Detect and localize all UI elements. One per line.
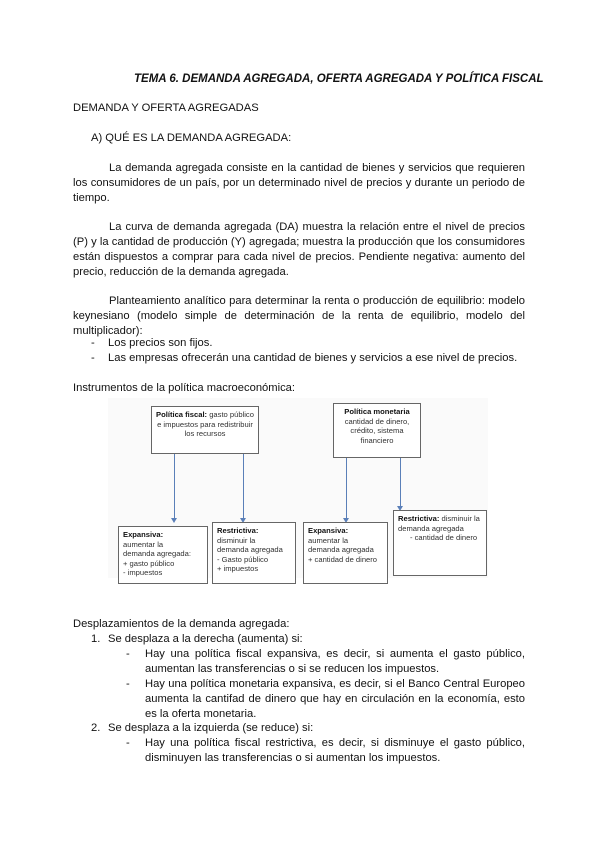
- bullet-dash: -: [91, 352, 95, 364]
- monetary-expansive-title: Expansiva:: [308, 526, 349, 535]
- list-number: 2.: [91, 722, 101, 734]
- policy-diagram: [108, 398, 488, 578]
- paragraph-curve: La curva de demanda agregada (DA) muestra la relación entre el nivel de precios (P) y la cantidad de producción (Y) agregada; muestra la producción que los consumidores están dispuestos a comprar para cada nivel de precios. Pendiente negativa: aumento del precio, reducción de la demanda agregada.: [73, 221, 525, 278]
- shift-right-item: Hay una política monetaria expansiva, es decir, si el Banco Central Europeo aumenta la cantifad de dinero que hay en circulación en la economía, esto es la oferta monetaria.: [145, 678, 525, 720]
- list-number: 1.: [91, 633, 101, 645]
- box-line: - Gasto público: [217, 554, 269, 564]
- arrow-head: [171, 518, 177, 523]
- shift-right-item: Hay una política fiscal expansiva, es decir, si aumenta el gasto público, aumentan las transferencias o si se reducen los impuestos.: [145, 648, 525, 675]
- fiscal-restrictive-box: [212, 522, 296, 584]
- arrow-line: [346, 458, 347, 520]
- box-line: aumentar la: [123, 539, 164, 549]
- monetary-policy-text: cantidad de dinero, crédito, sistema financiero: [344, 416, 410, 445]
- subsection-heading: A) QUÉ ES LA DEMANDA AGREGADA:: [91, 132, 292, 144]
- bullet-dash: -: [126, 648, 130, 660]
- fiscal-restrictive-title: Restrictiva:: [217, 526, 259, 535]
- bullet-dash: -: [126, 678, 130, 690]
- box-line: disminuir la: [217, 535, 256, 545]
- arrow-line: [400, 458, 401, 508]
- page-title: TEMA 6. DEMANDA AGREGADA, OFERTA AGREGADA Y POLÍTICA FISCAL: [134, 73, 544, 85]
- paragraph-keynesian: Planteamiento analítico para determinar la renta o producción de equilibrio: modelo keynesiano (modelo simple de determinación de la renta de equilibrio, modelo del multiplicador):: [73, 295, 525, 337]
- box-line: demanda agregada: [217, 545, 283, 554]
- monetary-restrictive-text: disminuir la demanda agregada: [398, 514, 480, 533]
- box-line: aumentar la: [308, 535, 349, 545]
- fiscal-policy-text: gasto público e impuestos para redistribuir los recursos: [157, 410, 254, 438]
- box-line: + impuestos: [217, 564, 259, 573]
- fiscal-policy-box: [151, 406, 259, 454]
- assumption-item: Los precios son fijos.: [108, 337, 213, 349]
- monetary-restrictive-title: Restrictiva:: [398, 514, 440, 523]
- box-line: demanda agregada:: [123, 549, 191, 558]
- box-line: - cantidad de dinero: [410, 533, 478, 542]
- monetary-policy-title: Política monetaria: [344, 407, 410, 416]
- arrow-line: [243, 454, 244, 520]
- box-line: + gasto público: [123, 558, 175, 568]
- instruments-heading: Instrumentos de la política macroeconómica:: [73, 382, 295, 394]
- fiscal-policy-title: Política fiscal:: [156, 410, 208, 419]
- section-heading: DEMANDA Y OFERTA AGREGADAS: [73, 102, 259, 114]
- box-line: - impuestos: [123, 568, 163, 577]
- monetary-restrictive-box: [393, 510, 487, 576]
- paragraph-definition: La demanda agregada consiste en la cantidad de bienes y servicios que requieren los consumidores de un país, por un determinado nivel de precios y durante un periodo de tiempo.: [73, 162, 525, 204]
- fiscal-expansive-title: Expansiva:: [123, 530, 164, 539]
- bullet-dash: -: [126, 737, 130, 749]
- shifts-heading: Desplazamientos de la demanda agregada:: [73, 618, 290, 630]
- box-line: + cantidad de dinero: [308, 554, 378, 564]
- shift-left-item: Hay una política fiscal restrictiva, es decir, si disminuye el gasto público, disminuyen las transferencias o si aumentan los impuestos.: [145, 737, 525, 764]
- box-line: demanda agregada: [308, 545, 374, 554]
- shift-right-heading: Se desplaza a la derecha (aumenta) si:: [108, 633, 303, 645]
- arrow-line: [174, 454, 175, 520]
- fiscal-expansive-box: [118, 526, 208, 584]
- shift-left-heading: Se desplaza a la izquierda (se reduce) si:: [108, 722, 314, 734]
- bullet-dash: -: [91, 337, 95, 349]
- monetary-expansive-box: [303, 522, 388, 584]
- assumption-item: Las empresas ofrecerán una cantidad de bienes y servicios a ese nivel de precios.: [108, 352, 518, 364]
- monetary-policy-box: [333, 403, 421, 458]
